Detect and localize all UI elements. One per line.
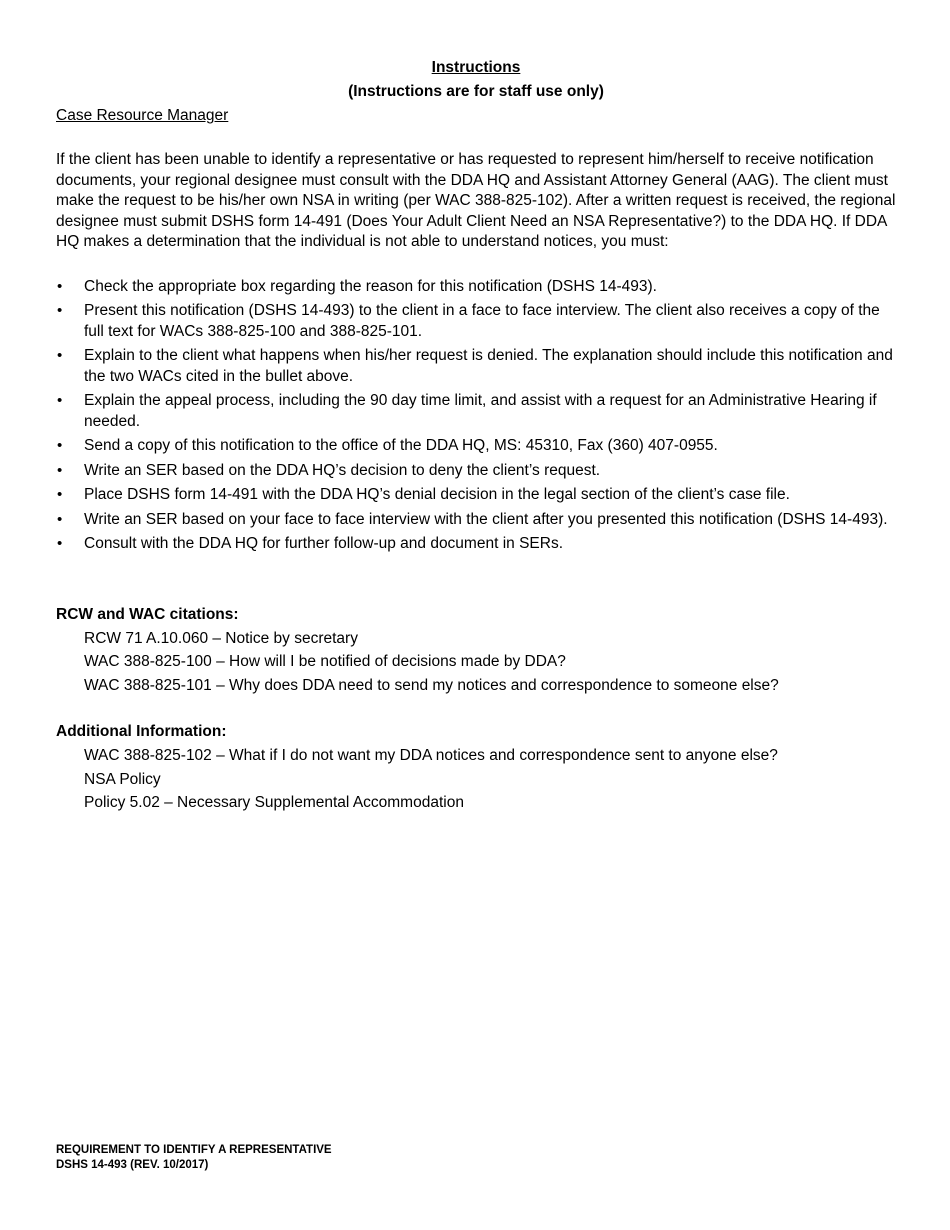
list-item-text: Place DSHS form 14-491 with the DDA HQ’s denial decision in the legal section of the client’s case file. xyxy=(84,486,790,503)
list-item xyxy=(56,510,896,531)
bullet-icon: • xyxy=(57,461,63,479)
list-item xyxy=(56,301,896,342)
bullet-icon: • xyxy=(57,510,63,528)
list-item-text: Explain the appeal process, including the 90 day time limit, and assist with a request for an Administrative Hearing if needed. xyxy=(84,392,877,430)
list-item-text: Consult with the DDA HQ for further follow-up and document in SERs. xyxy=(84,535,563,552)
list-item-text: Present this notification (DSHS 14-493) to the client in a face to face interview. The client also receives a copy of the full text for WACs 388-825-100 and 388-825-101. xyxy=(84,302,880,340)
page-title: Instructions xyxy=(431,59,521,76)
form-number: DSHS 14-493 (REV. 10/2017) xyxy=(56,1159,209,1171)
citation-item: Policy 5.02 – Necessary Supplemental Accommodation xyxy=(84,794,464,811)
list-item xyxy=(56,346,896,387)
bullet-icon: • xyxy=(57,277,63,295)
list-item-text: Write an SER based on your face to face interview with the client after you presented this notification (DSHS 14-493). xyxy=(84,510,888,528)
list-item xyxy=(56,461,896,482)
bullet-icon: • xyxy=(57,486,63,503)
additional-info-heading: Additional Information: xyxy=(56,723,227,740)
list-item-text: Send a copy of this notification to the office of the DDA HQ, MS: 45310, Fax (360) 407-0955. xyxy=(84,437,718,454)
rcw-wac-section xyxy=(56,603,896,698)
list-item-text: Explain to the client what happens when his/her request is denied. The explanation should include this notification and the two WACs cited in the bullet above. xyxy=(84,347,893,385)
list-item-text: Write an SER based on the DDA HQ’s decision to deny the client’s request. xyxy=(84,461,601,479)
bullet-icon: • xyxy=(57,437,63,454)
additional-info-list xyxy=(56,744,896,815)
citation-item: NSA Policy xyxy=(84,770,161,788)
page-subtitle: (Instructions are for staff use only) xyxy=(348,83,604,100)
citation-item: WAC 388-825-100 – How will I be notified of decisions made by DDA? xyxy=(84,653,566,670)
form-title: REQUIREMENT TO IDENTIFY A REPRESENTATIVE xyxy=(56,1144,332,1156)
role-label: Case Resource Manager xyxy=(56,107,229,124)
citation-item: RCW 71 A.10.060 – Notice by secretary xyxy=(84,629,358,647)
list-item xyxy=(56,277,896,298)
list-item xyxy=(56,436,896,457)
bullet-icon: • xyxy=(57,392,63,409)
rcw-wac-heading: RCW and WAC citations: xyxy=(56,605,239,623)
intro-paragraph: If the client has been unable to identify a representative or has requested to represent him/herself to receive notification documents, your regional designee must consult with the DDA HQ and Assistant Attorney General (AAG). The client must make the request to be his/her own NSA in writing (per WAC 388-825-102). After a written request is received, the regional designee must submit DSHS form 14-491 (Does Your Adult Client Need an NSA Representative?) to the DDA HQ. If DDA HQ makes a determination that the individual is not able to understand notices, you must: xyxy=(56,151,896,250)
rcw-wac-list xyxy=(56,627,896,698)
citation-item: WAC 388-825-102 – What if I do not want my DDA notices and correspondence sent to anyone else? xyxy=(84,747,778,764)
form-footer xyxy=(56,1143,332,1173)
document-page xyxy=(56,56,896,815)
bullet-icon: • xyxy=(57,535,63,552)
list-item xyxy=(56,534,896,555)
list-item-text: Check the appropriate box regarding the reason for this notification (DSHS 14-493). xyxy=(84,277,657,295)
list-item xyxy=(56,391,896,432)
list-item xyxy=(56,485,896,506)
bullet-icon: • xyxy=(57,347,63,364)
citation-item: WAC 388-825-101 – Why does DDA need to send my notices and correspondence to someone else? xyxy=(84,676,779,694)
instruction-list xyxy=(56,277,896,555)
additional-info-section xyxy=(56,720,896,815)
bullet-icon: • xyxy=(57,302,63,319)
